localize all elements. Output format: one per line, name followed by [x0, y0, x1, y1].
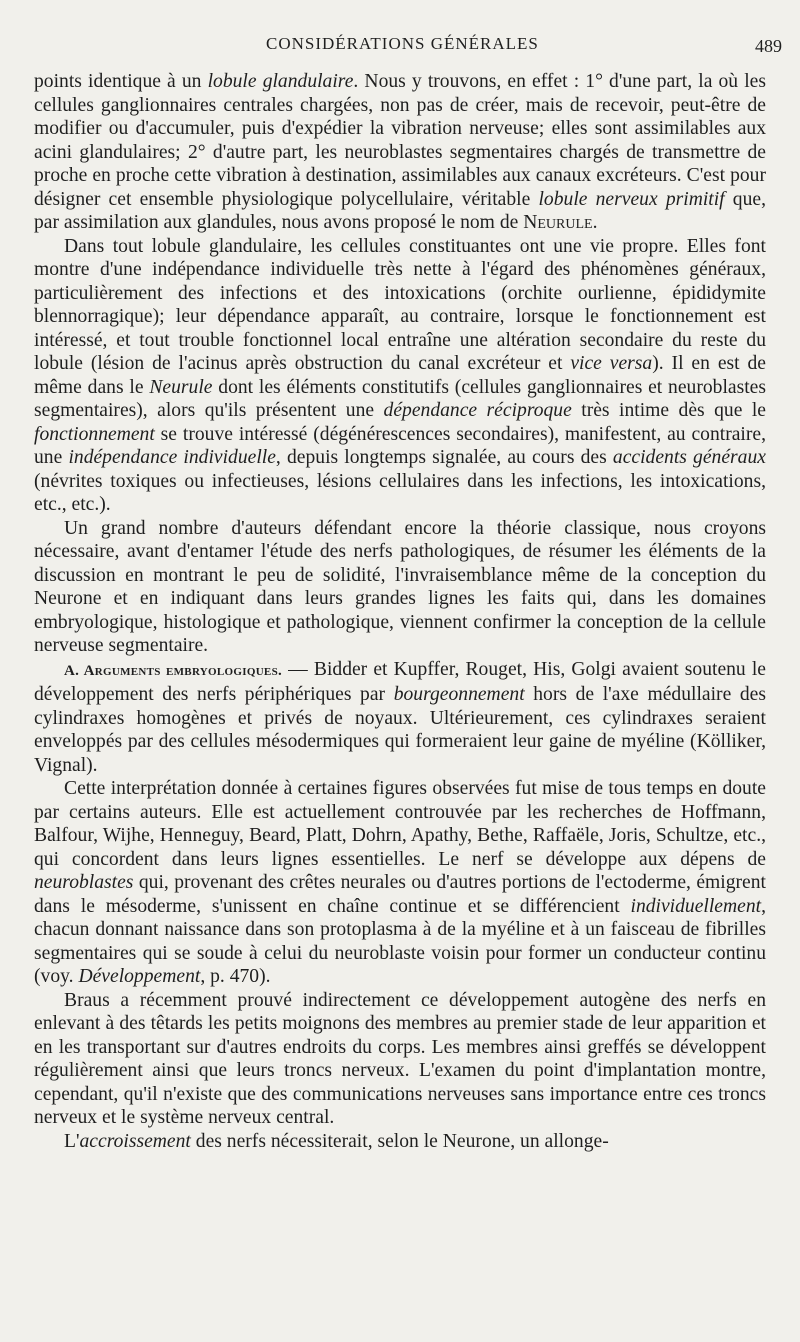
section-heading: A. Arguments embryologiques.: [64, 662, 283, 679]
running-header: [0, 34, 800, 58]
page-number: 489: [755, 36, 782, 56]
paragraph-3: Un grand nombre d'auteurs défendant encore la théorie classique, nous croyons nécessaire, avant d'entamer l'étude des nerfs pathologiques, de résumer les éléments de la discussion en montrant le peu de solidité, l'invraisemblance même de la conception du Neurone et en indiquant dans leurs grandes lignes les faits qui, dans les domaines embryologique, histologique et pathologique, viennent confirmer la conception de la cellule nerveuse segmentaire.: [34, 517, 766, 656]
paragraph-4: A. Arguments embryologiques. — Bidder et Kupffer, Rouget, His, Golgi avaient soutenu le développement des nerfs périphériques par bourgeonnement hors de l'axe médullaire des cylindraxes homogènes et privés de noyaux. Ultérieurement, ces cylindraxes seraient enveloppés par des cellules mésodermiques qui formeraient leur gaine de myéline (Kölliker, Vignal).: [34, 658, 766, 776]
paragraph-1: points identique à un lobule glandulaire. Nous y trouvons, en effet : 1° d'une part, la où les cellules ganglionnaires centrales chargées, non pas de créer, mais de recevoir, peut-être de modifier ou d'accumuler, puis d'expédier la vibration nerveuse; elles sont assimilables aux acini glandulaires; 2° d'autre part, les neuroblastes segmentaires chargés de transmettre de proche en proche cette vibration à destination, assimilables aux canaux excréteurs. C'est pour désigner cet ensemble physiologique polycellulaire, véritable lobule nerveux primitif que, par assimilation aux glandules, nous avons proposé le nom de Neurule.: [34, 71, 766, 233]
running-title: CONSIDÉRATIONS GÉNÉRALES: [266, 34, 539, 53]
paragraph-2: Dans tout lobule glandulaire, les cellules constituantes ont une vie propre. Elles font montre d'une indépendance individuelle très nette à l'égard des phénomènes généraux, particulièrement des infections et des intoxications (orchite ourlienne, épididymite blennorragique); leur dépendance apparaît, au contraire, lorsque le fonctionnement est intéressé, et tout trouble fonctionnel local entraîne une altération secondaire du reste du lobule (lésion de l'acinus après obstruction du canal excréteur et vice versa). Il en est de même dans le Neurule dont les éléments constitutifs (cellules ganglionnaires et neuroblastes segmentaires), alors qu'ils présentent une dépendance réciproque très intime dès que le fonctionnement se trouve intéressé (dégénérescences secondaires), manifestent, au contraire, une indépendance individuelle, depuis longtemps signalée, au cours des accidents généraux (névrites toxiques ou infectieuses, lésions cellulaires dans les infections, les intoxications, etc., etc.).: [34, 235, 767, 515]
paragraph-5: Cette interprétation donnée à certaines figures observées fut mise de tous temps en doute par certains auteurs. Elle est actuellement controuvée par les recherches de Hoffmann, Balfour, Wijhe, Henneguy, Beard, Platt, Dohrn, Apathy, Bethe, Raffaële, Joris, Schultze, etc., qui concordent dans leurs lignes essentielles. Le nerf se développe aux dépens de neuroblastes qui, provenant des crêtes neurales ou d'autres portions de l'ectoderme, émigrent dans le mésoderme, s'unissent en chaîne continue et se différencient individuellement, chacun donnant naissance dans son protoplasma à de la myéline et à un faisceau de fibrilles segmentaires qui se soude à celui du neuroblaste voisin pour former un conducteur continu (voy. Développement, p. 470).: [34, 778, 766, 987]
body-text: [34, 70, 766, 1153]
paragraph-7: L'accroissement des nerfs nécessiterait, selon le Neurone, un allonge-: [64, 1130, 609, 1152]
paragraph-6: Braus a récemment prouvé indirectement ce développement autogène des nerfs en enlevant à des têtards les petits moignons des membres au premier stade de leur apparition et en les transportant sur d'autres endroits du corps. Les membres ainsi greffés se développent régulièrement ainsi que leurs troncs nerveux. L'examen du point d'implantation montre, cependant, qu'il n'existe que des communications nerveuses sans importance entre ces troncs nerveux et le système nerveux central.: [34, 989, 766, 1128]
